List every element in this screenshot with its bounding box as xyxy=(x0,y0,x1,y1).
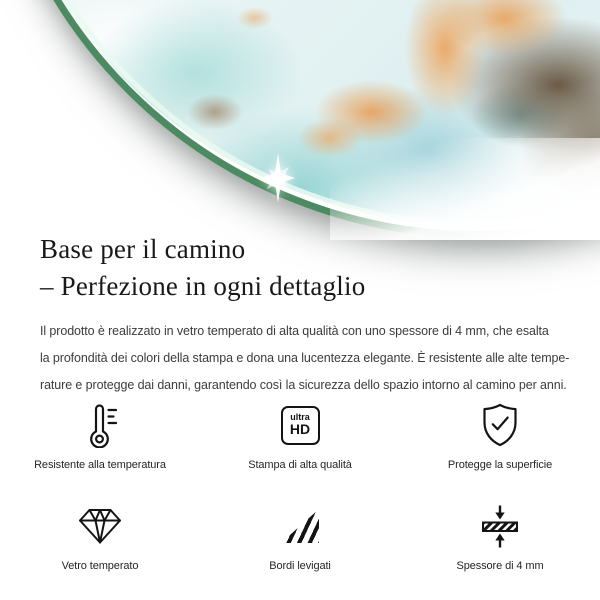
ultra-hd-icon-text-top: ultra xyxy=(290,412,310,422)
icon-box xyxy=(281,402,320,448)
feature-surface-protection xyxy=(400,402,600,471)
description-line: Il prodotto è realizzato in vetro temperato di alta qualità con uno spessore di 4 mm, che esalta xyxy=(40,324,549,338)
feature-label: Resistente alla temperatura xyxy=(34,459,166,471)
image-fade xyxy=(330,138,600,240)
description-line: la profondità dei colori della stampa e dona una lucentezza elegante. È resistente alle alte tempe- xyxy=(40,351,570,365)
compressed-thickness-icon xyxy=(478,503,522,549)
page-title xyxy=(40,231,570,305)
sparkle-icon xyxy=(252,152,304,204)
icon-box xyxy=(77,503,123,549)
product-image xyxy=(0,0,600,240)
shield-check-icon xyxy=(478,402,522,448)
features-grid xyxy=(0,402,600,572)
feature-thickness xyxy=(400,503,600,572)
feature-print-quality xyxy=(200,402,400,471)
description-line: rature e protegge dai danni, garantendo così la sicurezza dello spazio intorno al camino per anni. xyxy=(40,378,567,392)
feature-label: Spessore di 4 mm xyxy=(456,560,544,572)
feature-tempered-glass xyxy=(0,503,200,572)
icon-box xyxy=(83,402,117,448)
thermometer-icon xyxy=(83,402,117,448)
icon-box xyxy=(281,503,319,549)
feature-label: Protegge la superficie xyxy=(447,459,553,471)
feature-label: Vetro temperato xyxy=(61,560,139,572)
ultra-hd-icon xyxy=(281,406,320,445)
ultra-hd-icon-text-bottom: HD xyxy=(289,421,311,437)
product-description xyxy=(40,318,570,399)
feature-label: Stampa di alta qualità xyxy=(248,459,352,471)
feature-polished-edges xyxy=(200,503,400,572)
diamond-icon xyxy=(77,507,123,545)
polished-edges-icon xyxy=(281,509,319,543)
icon-box xyxy=(478,503,522,549)
feature-temperature-resistance xyxy=(0,402,200,471)
feature-label: Bordi levigati xyxy=(269,560,331,572)
content-section xyxy=(40,231,570,399)
title-line-2: – Perfezione in ogni dettaglio xyxy=(40,271,366,301)
icon-box xyxy=(478,402,522,448)
title-line-1: Base per il camino xyxy=(40,234,246,264)
